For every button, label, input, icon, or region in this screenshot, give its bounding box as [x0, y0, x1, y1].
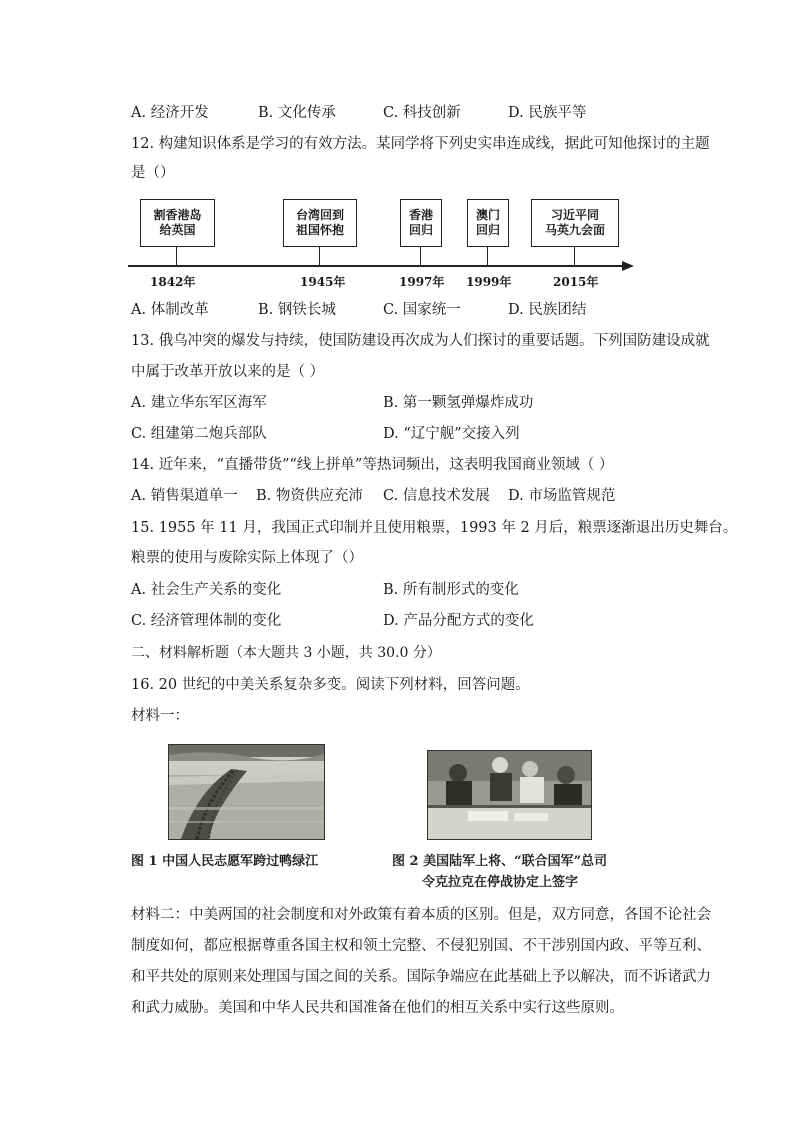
q13-option-d: D. “辽宁舰”交接入列 [383, 426, 520, 442]
figure2-photo [427, 750, 592, 840]
timeline-axis [128, 259, 638, 273]
q15-option-a: A. 社会生产关系的变化 [131, 582, 282, 598]
material1-label: 材料一： [131, 708, 189, 724]
q14-option-c: C. 信息技术发展 [383, 488, 490, 504]
q12-option-b: B. 钢铁长城 [258, 302, 336, 318]
q14-stem: 14. 近年来，“直播带货”“线上拼单”等热词频出，这表明我国商业领域（ ） [131, 457, 614, 473]
timeline-event-1842: 割香港岛 给英国 [140, 199, 215, 247]
figure1-caption: 图 1 中国人民志愿军跨过鸭绿江 [131, 854, 319, 869]
timeline-year-2015: 2015年 [553, 275, 599, 289]
timeline-year-1999: 1999年 [466, 275, 512, 289]
material2-line4: 和武力威胁。美国和中华人民共和国准备在他们的相互关系中实行这些原则。 [131, 1000, 624, 1016]
q15-stem-line1: 15. 1955 年 11 月，我国正式印制并且使用粮票，1993 年 2 月后，粮票逐渐退出历史舞台。 [131, 520, 738, 536]
timeline-event-1997: 香港 回归 [400, 199, 442, 247]
q12-stem-line2: 是（） [131, 165, 175, 181]
figure1-photo [168, 744, 325, 840]
material2-line3: 和平共处的原则来处理国与国之间的关系。国际争端应在此基础上予以解决，而不诉诸武力 [131, 969, 711, 985]
figure2-caption-line1: 图 2 美国陆军上将、“联合国军”总司 [392, 854, 608, 869]
timeline-year-1842: 1842年 [150, 275, 196, 289]
q12-option-d: D. 民族团结 [508, 302, 587, 318]
q12-stem-line1: 12. 构建知识体系是学习的有效方法。某同学将下列史实串连成线，据此可知他探讨的主题 [131, 136, 710, 152]
q15-option-d: D. 产品分配方式的变化 [383, 613, 534, 629]
q15-option-b: B. 所有制形式的变化 [383, 582, 519, 598]
q11-option-c: C. 科技创新 [383, 105, 461, 121]
q13-option-a: A. 建立华东军区海军 [131, 395, 267, 411]
material2-line1: 材料二：中美两国的社会制度和对外政策有着本质的区别。但是，双方同意，各国不论社会 [131, 907, 711, 923]
q11-option-a: A. 经济开发 [131, 105, 209, 121]
q11-option-d: D. 民族平等 [508, 105, 587, 121]
q14-option-b: B. 物资供应充沛 [256, 488, 363, 504]
q13-stem-line1: 13. 俄乌冲突的爆发与持续，使国防建设再次成为人们探讨的重要话题。下列国防建设成就 [131, 333, 710, 349]
timeline-event-2015: 习近平同 马英九会面 [531, 199, 619, 247]
material2-line2: 制度如何，都应根据尊重各国主权和领土完整、不侵犯别国、不干涉别国内政、平等互利、 [131, 938, 711, 954]
q12-option-a: A. 体制改革 [131, 302, 209, 318]
q12-option-c: C. 国家统一 [383, 302, 461, 318]
q14-option-d: D. 市场监管规范 [508, 488, 616, 504]
timeline-event-1999: 澳门 回归 [467, 199, 509, 247]
figure2-caption-line2: 令克拉克在停战协定上签字 [422, 875, 579, 890]
timeline-year-1997: 1997年 [399, 275, 445, 289]
q15-stem-line2: 粮票的使用与废除实际上体现了（） [131, 550, 363, 566]
timeline-year-1945: 1945年 [300, 275, 346, 289]
q16-stem: 16. 20 世纪的中美关系复杂多变。阅读下列材料，回答问题。 [131, 677, 530, 693]
q11-option-b: B. 文化传承 [258, 105, 336, 121]
q13-stem-line2: 中属于改革开放以来的是（ ） [131, 364, 325, 380]
timeline-event-1945: 台湾回到 祖国怀抱 [283, 199, 357, 247]
q14-option-a: A. 销售渠道单一 [131, 488, 238, 504]
q13-option-b: B. 第一颗氢弹爆炸成功 [383, 395, 534, 411]
q15-option-c: C. 经济管理体制的变化 [131, 613, 282, 629]
q13-option-c: C. 组建第二炮兵部队 [131, 426, 267, 442]
section-heading: 二、材料解析题（本大题共 3 小题，共 30.0 分） [131, 645, 441, 661]
